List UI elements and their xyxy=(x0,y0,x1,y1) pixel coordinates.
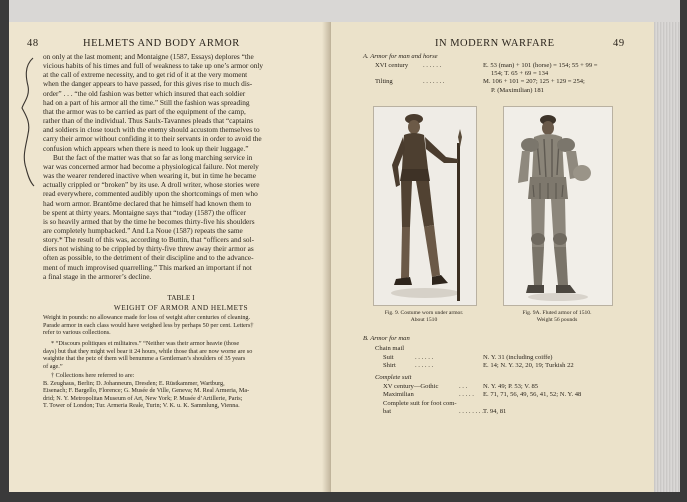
row-value: N. Y. 49; P. 53; V. 85 xyxy=(483,383,539,390)
text-line: confusion which appears when there is need to look up their luggage.” xyxy=(43,143,249,153)
text-line: Weight in pounds: no allowance made for loss of weight after centuries of cleaning. xyxy=(43,314,251,321)
row-label: Tilting xyxy=(375,78,393,86)
caption-line: Fig. 9. Costume worn under armor. xyxy=(384,310,464,316)
text-line: waightie that the peiz of them will benumme a Gentleman’s shoulders of 35 years xyxy=(43,355,246,363)
page-number-left: 48 xyxy=(27,38,39,49)
left-page xyxy=(9,22,331,492)
complete-suit-label: Complete suit xyxy=(375,374,412,381)
text-line: rather than of the individual. Thus Saulx-Tavannes pleads that “captains xyxy=(43,116,254,126)
text-line: refer to various collections. xyxy=(43,329,111,337)
row-value-line: E. 53 (man) + 101 (horse) = 154; 55 + 99 = xyxy=(483,62,598,69)
section-a-table xyxy=(375,62,645,95)
body-text-left xyxy=(43,52,319,281)
text-line: † Collections here referred to are: xyxy=(51,372,135,379)
running-head-right: IN MODERN WARFARE xyxy=(435,38,555,49)
text-line: of age.” xyxy=(43,362,63,370)
row-label: XV century—Gothic xyxy=(383,383,439,390)
right-page xyxy=(331,22,654,492)
row-leader-dots: . . . . . . . xyxy=(423,78,445,86)
text-line: vicious habits of his times and full of weakness to take up one’s armor only xyxy=(43,61,264,71)
table-row xyxy=(383,400,643,408)
row-value: E. 14; N. Y. 32, 20, 19; Turkish 22 xyxy=(483,362,574,370)
text-line: T. Tower of London; Tur. Armeria Reale, Turin; V. K. u. K. Sammlung, Vienna. xyxy=(43,402,240,410)
row-value xyxy=(483,78,585,94)
text-line: diers not wishing to be crippled by thirty-five threw away their armor as xyxy=(43,244,254,254)
text-line: read everywhere, commented audibly upon the shortcomings of men who xyxy=(43,189,258,199)
text-line: was the wearer rendered inactive when wearing it, but in time he became xyxy=(43,171,256,181)
table-note xyxy=(43,314,319,337)
text-line: drid; N. Y. Metropolitan Museum of Art, New York; P. Musée d’Artillerie, Paris; xyxy=(43,394,243,402)
text-line: * “Discours politiques et militaires.” “Neither was their armor heavie (those xyxy=(51,340,240,347)
figure-9a-photo xyxy=(503,106,613,306)
footnote-lines xyxy=(43,340,319,370)
text-line: be spent at thirty years. Montaigne says that “today (1587) the officer xyxy=(43,207,246,217)
text-line: Eisenach; F. Bargello, Florence; G. Musée de Ville, Geneva; M. Real Armeria, Ma- xyxy=(43,387,250,395)
table-note-lines xyxy=(43,314,319,337)
text-line: B. Zeughaus, Berlin; D. Johanneum, Dresden; E. Rüstkammer, Wartburg, xyxy=(43,379,225,387)
table-row xyxy=(383,391,643,399)
paragraph xyxy=(43,153,319,281)
row-value: N. Y. 31 (including coiffe) xyxy=(483,354,553,361)
row-value-line: 154; T. 65 + 69 = 134 xyxy=(491,70,549,78)
row-leader-dots xyxy=(459,400,483,408)
footnote-collections xyxy=(43,372,319,410)
handwritten-bracket-mark xyxy=(16,56,40,188)
row-label: Complete suit for foot com- xyxy=(383,399,457,407)
text-line: is so heavily armed that by the time he becomes thirty-five his shoulders xyxy=(43,216,255,226)
row-leader-dots: . . . . . . . . xyxy=(459,408,484,416)
row-label: Maximilian xyxy=(383,391,414,399)
text-line: at the call of extreme necessity, and to get rid of it at the very moment xyxy=(43,70,248,80)
row-leader-dots: . . . . . . xyxy=(423,62,442,69)
section-b-heading: B. Armor for man xyxy=(363,335,410,342)
running-head-left: HELMETS AND BODY ARMOR xyxy=(83,38,240,49)
table-title: WEIGHT OF ARMOR AND HELMETS xyxy=(113,303,249,312)
page-number-right: 49 xyxy=(613,38,625,49)
text-line: on only at the last moment; and Montaigne (1587, Essays) deplores “the xyxy=(43,52,254,61)
text-line: a final stage in the armorer’s decline. xyxy=(43,271,152,281)
text-line: Parade armor in each class would have weighed less by perhaps 50 per cent. Letters† xyxy=(43,321,254,329)
row-value xyxy=(483,62,598,78)
table-row xyxy=(383,354,643,362)
text-line: But the fact of the matter was that so far as long marching service in xyxy=(53,152,253,162)
row-value: E. 71, 71, 56, 49, 56, 41, 52; N. Y. 48 xyxy=(483,391,582,399)
text-line: carry their armor without confiding it to their servants in order to avoid the xyxy=(43,134,262,144)
figure-9-caption xyxy=(369,310,479,324)
row-leader-dots: . . . . . . xyxy=(415,362,434,370)
row-label: bat xyxy=(383,408,392,416)
text-line: war was concerned armor had become a physiological failure. Not merely xyxy=(43,161,259,171)
footnote-lines xyxy=(43,372,319,410)
text-line: are completely humpbacked.” And La Noue (1587) repeats the same xyxy=(43,225,243,235)
text-line: and soldiers in close touch with the enemy should accustom themselves to xyxy=(43,125,260,135)
row-value-line: M. 106 + 101 = 207; 125 + 129 = 254; xyxy=(483,78,585,86)
text-line: that the armor was to be carried as part of the equipment of the camp, xyxy=(43,106,246,116)
table-label: TABLE I xyxy=(167,293,195,302)
row-value-line: P. (Maximilian) 181 xyxy=(491,86,544,94)
text-line: order” . . . “the old fashion was better which insured that each soldier xyxy=(43,88,246,98)
figure-9a-caption xyxy=(501,310,613,324)
row-label: Shirt xyxy=(383,362,396,370)
text-line: actually crippled or “broken” by its use. A droll writer, whose stories were xyxy=(43,180,260,190)
figure-9-photo xyxy=(373,106,477,306)
text-line: had worn armor. Brantôme declared that he himself had known them to xyxy=(43,198,252,208)
table-row xyxy=(383,408,643,416)
paragraph xyxy=(43,52,319,153)
text-line: when the danger appears to have passed, for this gives rise to much dis- xyxy=(43,79,253,89)
row-leader-dots: . . . xyxy=(459,383,468,390)
chain-mail-label: Chain mail xyxy=(375,345,405,352)
scan-background xyxy=(9,0,680,22)
text-line: often as possible, to the detriment of their discipline and to the advance- xyxy=(43,253,254,263)
row-label: XVI century xyxy=(375,62,409,69)
caption-line: Fig. 9A. Fluted armor of 1510. xyxy=(522,310,592,316)
text-line: days) but that they might wel bear it 24 hours, while those that are now worne are so xyxy=(43,347,253,355)
text-line: ment of much improvised quarrelling.” This marked an important if not xyxy=(43,262,252,272)
row-label: Suit xyxy=(383,354,394,361)
row-leader-dots: . . . . . xyxy=(459,391,474,399)
table-row xyxy=(383,362,643,370)
page-edges xyxy=(654,22,680,492)
caption-line: About 1510 xyxy=(410,317,438,323)
footnote-discours xyxy=(43,340,319,370)
section-a-heading: A. Armor for man and horse xyxy=(363,53,438,60)
row-leader-dots: . . . . . . xyxy=(415,354,434,361)
table-row xyxy=(375,78,645,94)
table-row xyxy=(375,62,645,78)
table-row xyxy=(383,383,643,391)
complete-suit-table xyxy=(383,383,643,417)
text-line: had on a part of his armor all the time.” Still the fashion was spreading xyxy=(43,97,250,107)
caption-line: Weight 56 pounds xyxy=(536,317,578,323)
row-value: T. 94, 81 xyxy=(483,408,507,416)
chain-mail-table xyxy=(383,354,643,371)
text-line: story.* The result of this was, according to Buttin, that “officers and sol- xyxy=(43,235,255,245)
